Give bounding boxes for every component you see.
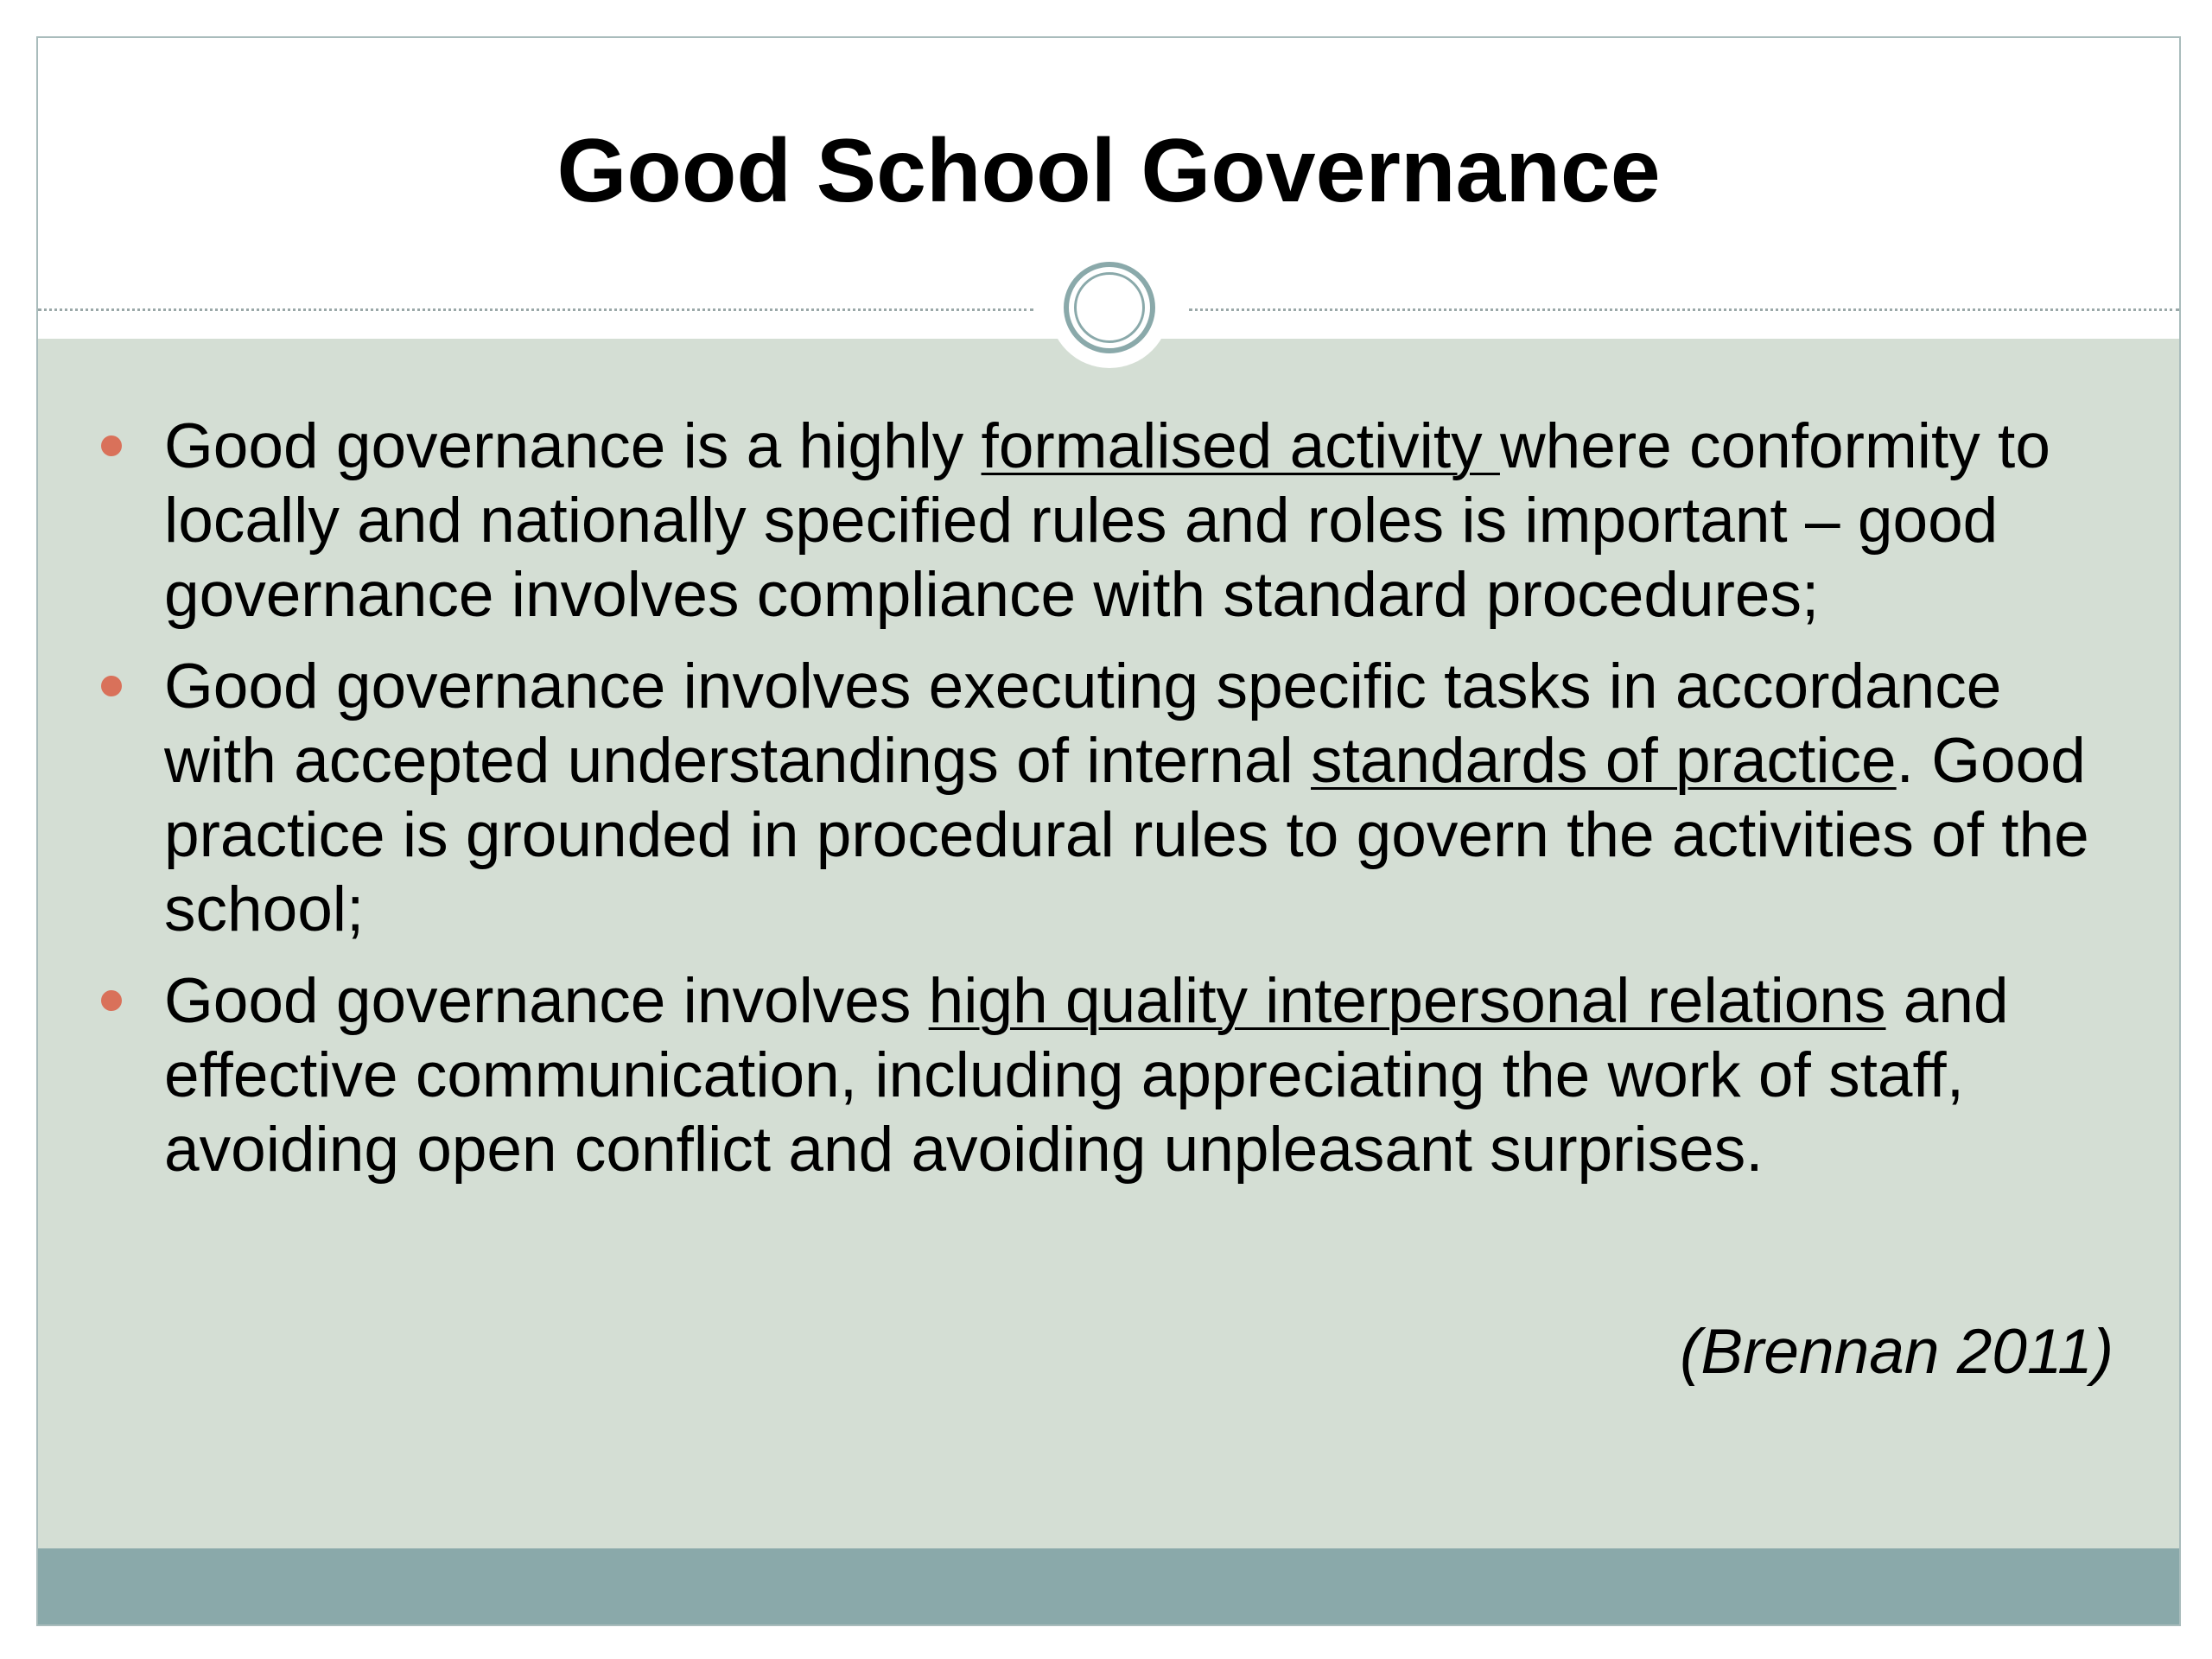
citation: (Brennan 2011) xyxy=(1680,1317,2113,1387)
bullet-item xyxy=(38,650,2179,947)
bullet-underlined-text: standards of practice xyxy=(1311,726,1897,796)
slide-title: Good School Governance xyxy=(556,121,1661,221)
ornament-outer-ring xyxy=(1064,262,1155,353)
slide xyxy=(36,36,2181,1626)
bullet-dot-icon xyxy=(101,435,122,456)
bullet-text: Good governance involves xyxy=(164,966,929,1036)
bullet-text: Good governance is a highly xyxy=(164,411,982,481)
bullet-text: where conformity to locally and nationally specified rules and roles is important – good governance involves compliance with standard procedures; xyxy=(164,411,2050,630)
bullet-text: . Good practice is grounded in procedural rules to govern the activities of the school; xyxy=(164,726,2089,944)
bullet-item xyxy=(38,410,2179,632)
bullet-text: Good governance involves executing specific tasks in accordance with accepted understandings of internal xyxy=(164,652,2002,796)
title-divider-right xyxy=(1189,308,2179,311)
bullet-underlined-text: formalised activity xyxy=(981,411,1500,481)
bullet-list xyxy=(38,410,2179,1205)
bullet-item xyxy=(38,964,2179,1187)
bullet-dot-icon xyxy=(101,990,122,1011)
bullet-dot-icon xyxy=(101,676,122,696)
ring-ornament-icon xyxy=(1049,247,1170,368)
bullet-underlined-text: high quality interpersonal relations xyxy=(928,966,1886,1036)
footer-band xyxy=(38,1548,2179,1624)
ornament-inner-ring xyxy=(1074,272,1145,343)
title-divider-left xyxy=(38,308,1033,311)
bullet-text: and effective communication, including appreciating the work of staff, avoiding open conflict and avoiding unpleasant surprises. xyxy=(164,966,2009,1185)
